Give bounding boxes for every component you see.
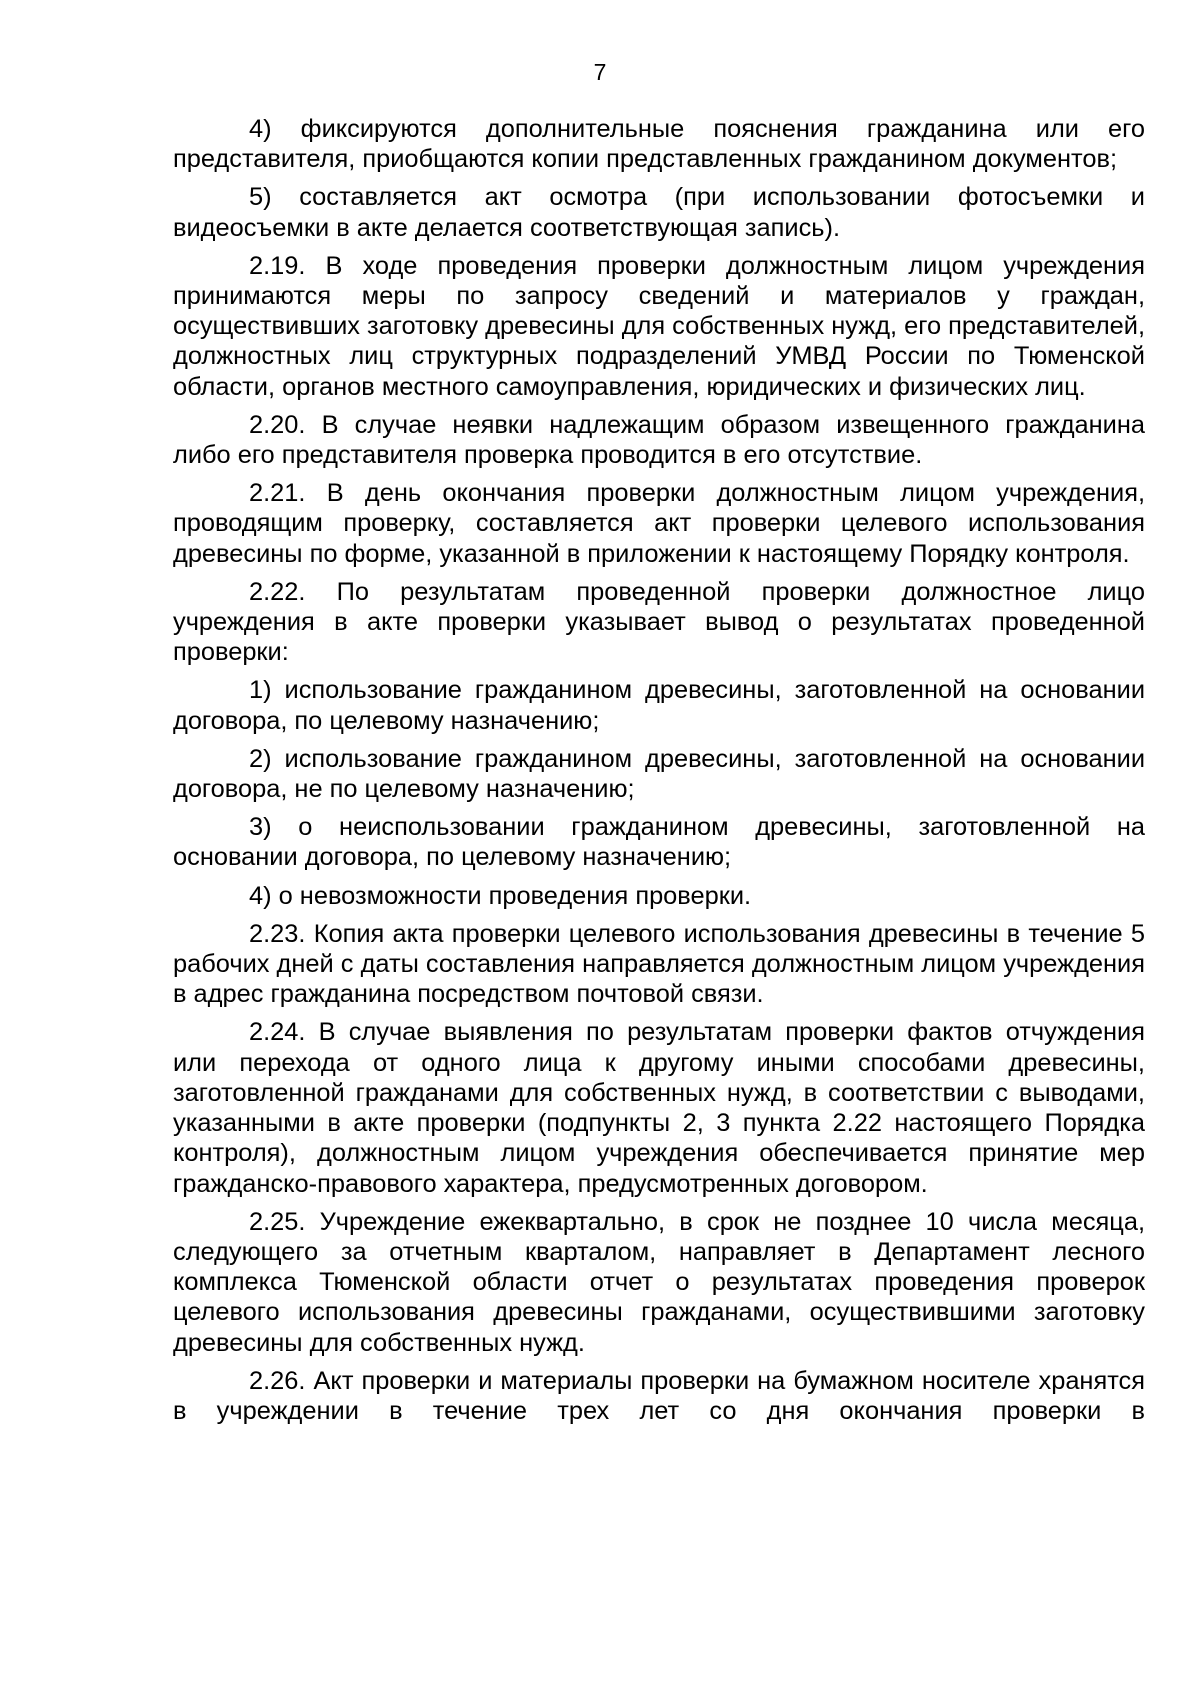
paragraph-2-26: 2.26. Акт проверки и материалы проверки на бумажном носителе хранятся в учреждении в течение трех лет со дня окончания проверки в	[173, 1366, 1145, 1425]
paragraph-conclusion-2: 2) использование гражданином древесины, заготовленной на основании договора, не по целевому назначению;	[173, 744, 1145, 804]
paragraph-2-21: 2.21. В день окончания проверки должностным лицом учреждения, проводящим проверку, составляется акт проверки целевого использования древесины по форме, указанной в приложении к настоящему Порядку контроля.	[173, 479, 1145, 568]
paragraph-conclusion-3: 3) о неиспользовании гражданином древесины, заготовленной на основании договора, по целевому назначению;	[173, 813, 1145, 872]
paragraph-2-23: 2.23. Копия акта проверки целевого использования древесины в течение 5 рабочих дней с даты составления направляется должностным лицом учреждения в адрес гражданина посредством почтовой связи.	[173, 919, 1145, 1009]
paragraph-conclusion-1: 1) использование гражданином древесины, заготовленной на основании договора, по целевому назначению;	[173, 676, 1145, 735]
paragraph-conclusion-4: 4) о невозможности проведения проверки.	[249, 881, 752, 910]
paragraph-2-20: 2.20. В случае неявки надлежащим образом извещенного гражданина либо его представителя проверка проводится в его отсутствие.	[173, 410, 1145, 470]
paragraph-2-25: 2.25. Учреждение ежеквартально, в срок не позднее 10 числа месяца, следующего за отчетным кварталом, направляет в Департамент лесного комплекса Тюменской области отчет о результатах проведения проверок целевого использования древесины гражданами, осуществившими заготовку древесины для собственных нужд.	[173, 1207, 1145, 1357]
paragraph-item-4: 4) фиксируются дополнительные пояснения гражданина или его представителя, приобщаются копии представленных гражданином документов;	[173, 115, 1145, 174]
paragraph-item-5: 5) составляется акт осмотра (при использовании фотосъемки и видеосъемки в акте делается соответствующая запись).	[173, 183, 1145, 242]
paragraph-2-19: 2.19. В ходе проведения проверки должностным лицом учреждения принимаются меры по запросу сведений и материалов у граждан, осуществивших заготовку древесины для собственных нужд, его представителей, должностных лиц структурных подразделений УМВД России по Тюменской области, органов местного самоуправления, юридических и физических лиц.	[173, 251, 1146, 401]
document-body	[173, 114, 1145, 1434]
paragraph-2-24: 2.24. В случае выявления по результатам проверки фактов отчуждения или перехода от одного лица к другому иными способами древесины, заготовленной гражданами для собственных нужд, в соответствии с выводами, указанными в акте проверки (подпункты 2, 3 пункта 2.22 настоящего Порядка контроля), должностным лицом учреждения обеспечивается принятие мер гражданско-правового характера, предусмотренных договором.	[173, 1018, 1145, 1198]
paragraph-2-22: 2.22. По результатам проведенной проверки должностное лицо учреждения в акте проверки указывает вывод о результатах проведенной проверки:	[173, 577, 1145, 667]
page-number: 7	[593, 59, 607, 85]
